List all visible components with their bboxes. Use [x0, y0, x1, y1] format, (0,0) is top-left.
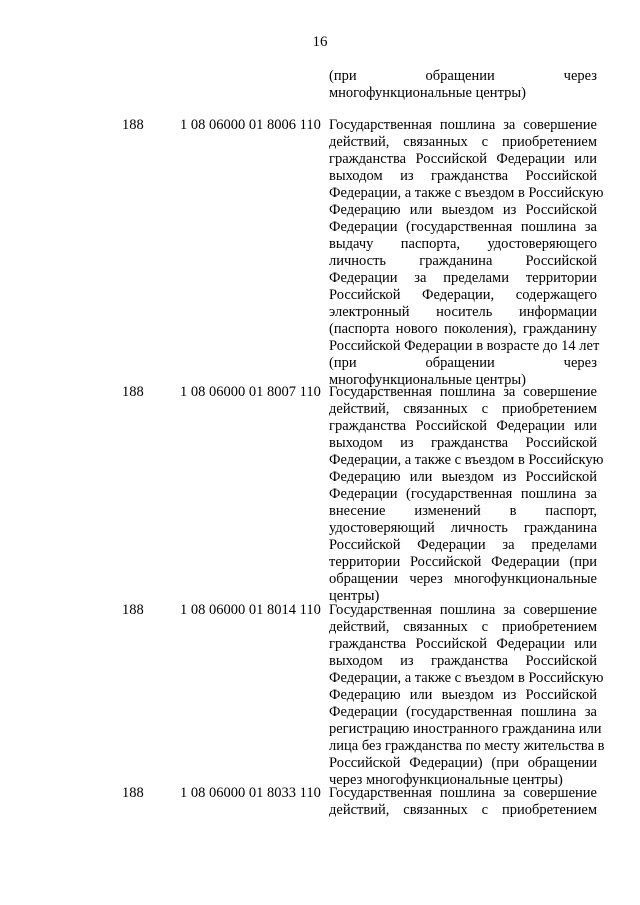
admin-code: 188 — [122, 384, 144, 400]
description-line: Федерации (государственная пошлина за — [329, 219, 597, 235]
description-line: (паспорта нового поколения), гражданину — [329, 321, 597, 337]
description-line: обращении через многофункциональные — [329, 571, 597, 587]
description-line: лица без гражданства по месту жительства в — [329, 738, 605, 754]
continuation-text — [329, 68, 597, 102]
description-line: Российской Федерации в возрасте до 14 лет — [329, 338, 600, 354]
description-line: удостоверяющий личность гражданина — [329, 520, 597, 536]
description-line: выходом из гражданства Российской — [329, 653, 597, 669]
description-line: действий, связанных с приобретением — [329, 134, 597, 150]
description-line: территории Российской Федерации (при — [329, 554, 597, 570]
description-line: Федерации (государственная пошлина за — [329, 486, 597, 502]
description-line: действий, связанных с приобретением — [329, 401, 597, 417]
description-line: внесение изменений в паспорт, — [329, 503, 597, 519]
description-line: (при обращении через — [329, 355, 597, 371]
admin-code: 188 — [122, 602, 144, 618]
description-line: центры) — [329, 588, 380, 604]
description-line: действий, связанных с приобретением — [329, 619, 597, 635]
description-line: Федерацию или выездом из Российской — [329, 469, 597, 485]
row-description — [329, 117, 604, 389]
page-number: 16 — [312, 34, 328, 50]
admin-code: 188 — [122, 117, 144, 133]
row-description — [329, 602, 605, 789]
description-line: Государственная пошлина за совершение — [329, 785, 597, 801]
admin-code: 188 — [122, 785, 144, 801]
description-line: Федерации, а также с въездом в Российскую — [329, 185, 604, 201]
description-line: Государственная пошлина за совершение — [329, 602, 597, 618]
description-line: Государственная пошлина за совершение — [329, 384, 597, 400]
budget-code: 1 08 06000 01 8033 110 — [180, 785, 321, 801]
budget-code: 1 08 06000 01 8006 110 — [180, 117, 321, 133]
description-line: Федерации за пределами территории — [329, 270, 597, 286]
budget-code: 1 08 06000 01 8007 110 — [180, 384, 321, 400]
description-line: Федерации (государственная пошлина за — [329, 704, 597, 720]
continuation-line: (при обращении через — [329, 68, 597, 84]
description-line: Российской Федерации за пределами — [329, 537, 597, 553]
description-line: Федерации, а также с въездом в Российскую — [329, 452, 604, 468]
description-line: Российской Федерации, содержащего — [329, 287, 597, 303]
description-line: гражданства Российской Федерации или — [329, 636, 597, 652]
description-line: выходом из гражданства Российской — [329, 435, 597, 451]
description-line: личность гражданина Российской — [329, 253, 597, 269]
description-line: Федерации, а также с въездом в Российскую — [329, 670, 604, 686]
description-line: гражданства Российской Федерации или — [329, 418, 597, 434]
budget-code: 1 08 06000 01 8014 110 — [180, 602, 321, 618]
description-line: многофункциональные центры) — [329, 372, 526, 388]
row-description — [329, 785, 597, 819]
description-line: через многофункциональные центры) — [329, 772, 563, 788]
description-line: регистрацию иностранного гражданина или — [329, 721, 602, 737]
description-line: Федерацию или выездом из Российской — [329, 202, 597, 218]
description-line: выдачу паспорта, удостоверяющего — [329, 236, 597, 252]
description-line: Государственная пошлина за совершение — [329, 117, 597, 133]
description-line: Федерацию или выездом из Российской — [329, 687, 597, 703]
description-line: действий, связанных с приобретением — [329, 802, 597, 818]
row-description — [329, 384, 604, 605]
description-line: Российской Федерации) (при обращении — [329, 755, 597, 771]
continuation-line: многофункциональные центры) — [329, 85, 526, 101]
description-line: гражданства Российской Федерации или — [329, 151, 597, 167]
description-line: электронный носитель информации — [329, 304, 597, 320]
description-line: выходом из гражданства Российской — [329, 168, 597, 184]
